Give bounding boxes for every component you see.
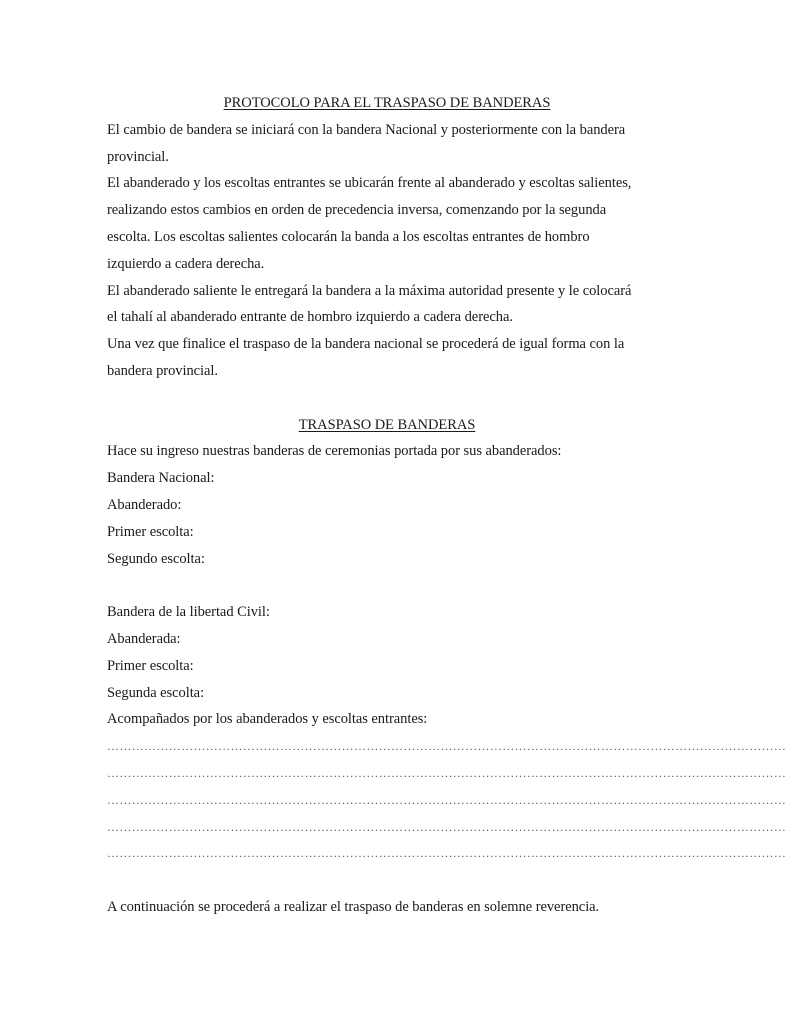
abanderada-label: Abanderada: xyxy=(107,630,181,647)
segundo-escolta-label: Segundo escolta: xyxy=(107,550,205,567)
paragraph-line: izquierdo a cadera derecha. xyxy=(107,255,265,272)
bandera-civil-heading: Bandera de la libertad Civil: xyxy=(107,604,270,621)
bandera-nacional-heading: Bandera Nacional: xyxy=(107,470,215,487)
document-page xyxy=(107,90,786,921)
blank-line xyxy=(107,572,667,599)
dotted-fill-line: ………………………………………………………………………………………………………………………………………………… xyxy=(107,819,786,834)
paragraph-line: el tahalí al abanderado entrante de hombro izquierdo a cadera derecha. xyxy=(107,309,513,326)
document-title: PROTOCOLO PARA EL TRASPASO DE BANDERAS xyxy=(223,95,551,111)
section-title: TRASPASO DE BANDERAS xyxy=(298,416,476,433)
paragraph-line: realizando estos cambios en orden de precedencia inversa, comenzando por la segunda xyxy=(107,202,607,219)
primer-escolta-label: Primer escolta: xyxy=(107,523,194,540)
abanderado-label: Abanderado: xyxy=(107,496,182,513)
dotted-fill-line: ………………………………………………………………………………………………………………………………………………… xyxy=(107,765,786,780)
paragraph-line: El abanderado y los escoltas entrantes se ubicarán frente al abanderado y escoltas salientes, xyxy=(107,175,632,192)
paragraph-line: bandera provincial. xyxy=(107,362,218,379)
primer-escolta-label: Primer escolta: xyxy=(107,657,194,674)
blank-line xyxy=(107,385,667,412)
paragraph-line: Una vez que finalice el traspaso de la bandera nacional se procederá de igual forma con la xyxy=(107,336,625,353)
blank-line xyxy=(107,867,667,894)
closing-line: A continuación se procederá a realizar el traspaso de banderas en solemne reverencia. xyxy=(107,898,600,915)
intro-line: Hace su ingreso nuestras banderas de ceremonias portada por sus abanderados: xyxy=(107,443,562,460)
dotted-fill-line: ………………………………………………………………………………………………………………………………………………… xyxy=(107,739,786,754)
paragraph-line: El cambio de bandera se iniciará con la bandera Nacional y posteriormente con la bandera xyxy=(107,121,626,138)
paragraph-line: escolta. Los escoltas salientes colocarán la banda a los escoltas entrantes de hombro xyxy=(107,228,590,245)
paragraph-line: El abanderado saliente le entregará la bandera a la máxima autoridad presente y le colocará xyxy=(107,282,632,299)
segunda-escolta-label: Segunda escolta: xyxy=(107,684,205,701)
acompanados-line: Acompañados por los abanderados y escoltas entrantes: xyxy=(107,711,428,728)
dotted-fill-line: ………………………………………………………………………………………………………………………………………………… xyxy=(107,792,786,807)
paragraph-line: provincial. xyxy=(107,148,169,165)
dotted-fill-line: ………………………………………………………………………………………………………………………………………………… xyxy=(107,846,786,861)
